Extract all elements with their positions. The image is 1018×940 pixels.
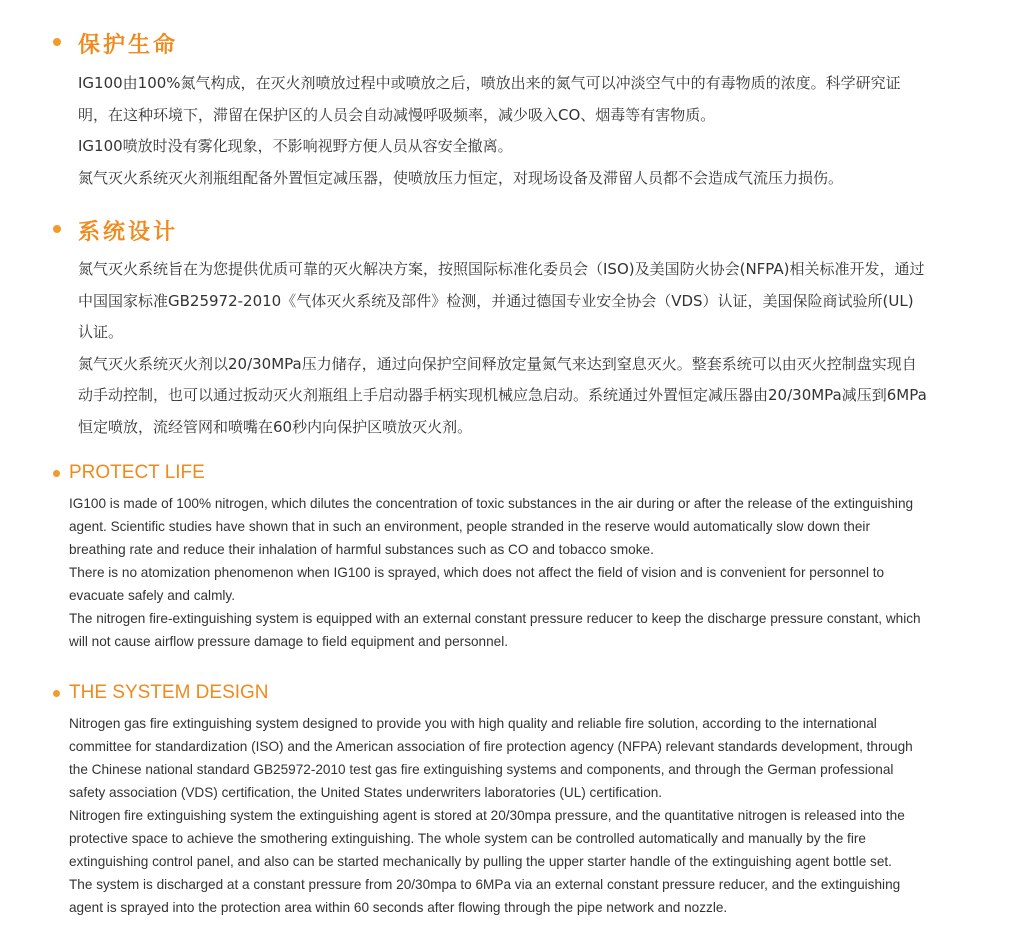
bullet-icon [53,38,61,46]
paragraph: IG100 is made of 100% nitrogen, which dilutes the concentration of toxic substances in the air during or after the release of the extinguishing agent. Scientific studies have shown that in such an environment, people stranded in the reserve would automatically slow down their breathing rate and reduce their inhalation of harmful substances such as CO and tobacco smoke. [69,496,914,557]
paragraph: IG100喷放时没有雾化现象，不影响视野方便人员从容安全撤离。 [78,137,513,155]
paragraph: 氮气灭火系统灭火剂瓶组配备外置恒定减压器，使喷放压力恒定，对现场设备及滞留人员都不会造成气流压力损伤。 [78,168,844,187]
paragraph: The system is discharged at a constant pressure from 20/30mpa to 6MPa via an external constant pressure reducer, and the extinguishing agent is sprayed into the protection area within 60 seconds after flowing through the pipe network and nozzle. [69,877,901,915]
paragraph: Nitrogen gas fire extinguishing system designed to provide you with high quality and reliable fire solution, according to the international committee for standardization (ISO) and the American association of fire protection agency (NFPA) relevant standards development, through the Chinese national standard GB25972-2010 test gas fire extinguishing systems and components, and through the German professional safety association (VDS) certification, the United States underwriters laboratories (UL) certification. [69,716,913,800]
bullet-icon [53,470,60,477]
section-body [69,492,929,653]
paragraph: IG100由100%氮气构成，在灭火剂喷放过程中或喷放之后，喷放出来的氮气可以冲淡空气中的有毒物质的浓度。科学研究证明，在这种环境下，滞留在保护区的人员会自动减慢呼吸频率，减少吸入CO、烟毒等有害物质。 [78,74,901,124]
bullet-icon [53,225,61,233]
paragraph: Nitrogen fire extinguishing system the extinguishing agent is stored at 20/30mpa pressure, and the quantitative nitrogen is released into the protective space to achieve the smothering extinguishing. The whole system can be controlled automatically and manually by the fire extinguishing control panel, and also can be started mechanically by pulling the upper starter handle of the extinguishing agent bottle set. [69,808,905,869]
section-title: 系统设计 [78,220,179,245]
section-title: THE SYSTEM DESIGN [69,682,269,703]
section-body [78,254,928,443]
section-body [78,68,928,194]
paragraph: There is no atomization phenomenon when IG100 is sprayed, which does not affect the field of vision and is convenient for personnel to evacuate safely and calmly. [69,565,885,603]
bullet-icon [53,690,60,697]
paragraph: 氮气灭火系统旨在为您提供优质可靠的灭火解决方案，按照国际标准化委员会（ISO)及美国防火协会(NFPA)相关标准开发，通过中国国家标准GB25972-2010《气体灭火系统及部件》检测，并通过德国专业安全协会（VDS）认证，美国保险商试验所(UL)认证。 [78,260,925,341]
paragraph: 氮气灭火系统灭火剂以20/30MPa压力储存，通过向保护空间释放定量氮气来达到窒息灭火。整套系统可以由灭火控制盘实现自动手动控制，也可以通过扳动灭火剂瓶组上手启动器手柄实现机械应急启动。系统通过外置恒定减压器由20/30MPa减压到6MPa恒定喷放，流经管网和喷嘴在60秒内向保护区喷放灭火剂。 [78,354,927,436]
section-title: PROTECT LIFE [69,462,205,483]
section-title: 保护生命 [78,33,179,58]
paragraph: The nitrogen fire-extinguishing system is equipped with an external constant pressure reducer to keep the discharge pressure constant, which will not cause airflow pressure damage to field equipment and personnel. [69,611,921,649]
section-body [69,712,929,919]
